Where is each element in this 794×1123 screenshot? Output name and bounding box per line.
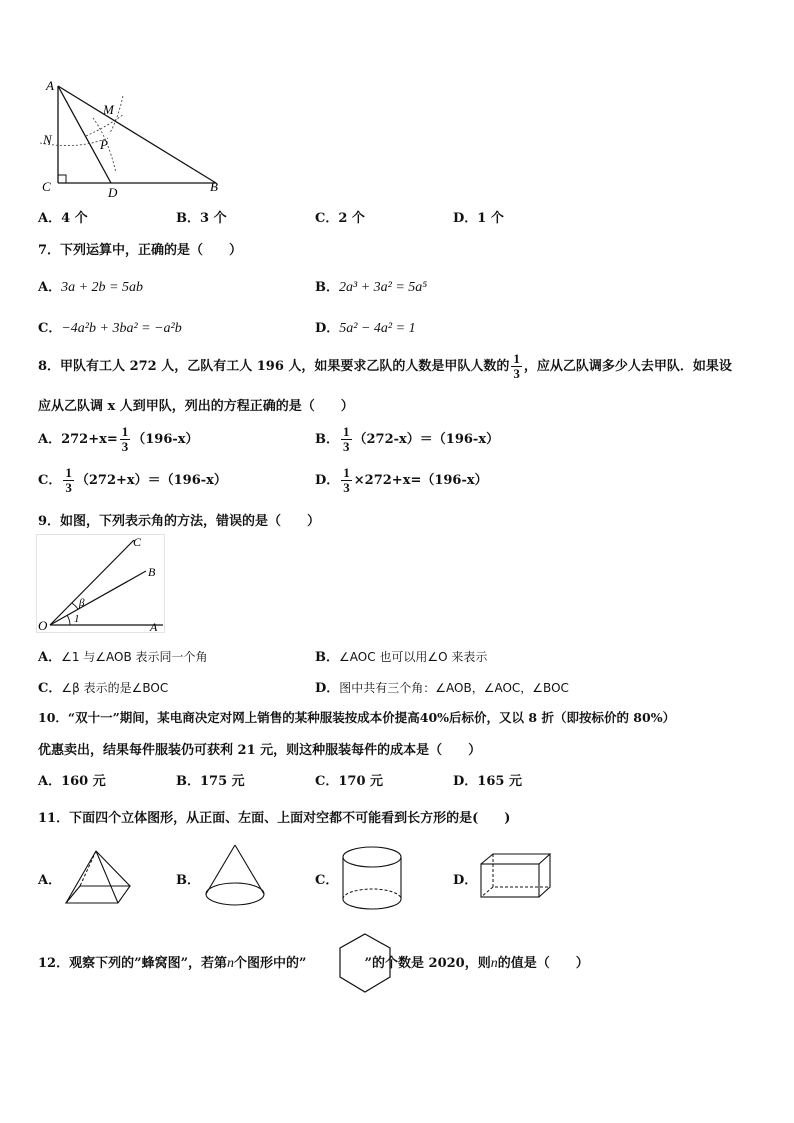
option-fraction	[341, 466, 352, 495]
q11-option-d-letter[interactable]: D．	[453, 873, 478, 888]
option-text: 2 个	[338, 211, 365, 226]
ray-ob	[50, 571, 146, 625]
option-letter: A．	[38, 432, 62, 447]
option-pre: 272+x=	[61, 432, 118, 447]
triangle-figure	[38, 78, 238, 200]
q6-option-a[interactable]	[38, 207, 88, 226]
option-fraction	[63, 466, 74, 495]
cuboid-icon[interactable]	[478, 852, 554, 900]
cuboid-top	[481, 854, 550, 864]
q10-stem-line2: 优惠卖出，结果每件服装仍可获利 21 元，则这种服装每件的成本是（ ）	[38, 743, 482, 758]
q7-stem: 7．下列运算中，正确的是（ ）	[38, 243, 243, 258]
option-text: 4 个	[61, 211, 88, 226]
label-d: D	[108, 185, 118, 200]
right-angle-mark	[58, 175, 66, 183]
q9-option-a[interactable]	[38, 646, 208, 665]
option-letter: A．	[38, 211, 62, 226]
fraction-denominator: 3	[343, 480, 350, 495]
fraction-numerator: 1	[343, 465, 350, 480]
option-text: 160 元	[61, 774, 106, 789]
label-m: M	[103, 102, 114, 117]
option-text: ∠1 与∠AOB 表示同一个角	[61, 650, 208, 664]
option-expression: 5a² − 4a² = 1	[339, 321, 416, 336]
option-letter: B．	[315, 280, 339, 295]
q12-stem-part-d: 的值是（ ）	[497, 956, 589, 971]
q10-stem-line1: 10．“双十一”期间，某电商决定对网上销售的某种服装按成本价提高40%后标价，又以 8 折（即按标价的 80%）	[38, 710, 676, 725]
fraction-denominator: 3	[65, 480, 72, 495]
option-letter: A．	[38, 774, 62, 789]
option-letter: D．	[453, 211, 478, 226]
option-letter: C．	[38, 681, 62, 696]
label-a: A	[150, 620, 158, 634]
q10-option-a[interactable]	[38, 770, 106, 789]
cone-icon[interactable]	[203, 842, 267, 908]
q9-option-c[interactable]	[38, 677, 168, 696]
option-post: ×272+x=（196-x）	[353, 473, 488, 488]
cuboid-hidden-edge	[481, 887, 493, 897]
cuboid-front	[481, 864, 539, 897]
q12-stem-part-a: 12．观察下列的”蜂窝图”，若第	[38, 956, 228, 971]
label-n: N	[43, 132, 52, 147]
segment-ad	[58, 86, 111, 183]
cone-base	[206, 883, 264, 905]
label-o: O	[38, 618, 48, 633]
q8-option-c[interactable]	[38, 466, 227, 495]
cuboid-right	[539, 854, 550, 897]
q10-option-d[interactable]	[453, 770, 522, 789]
option-letter: D．	[315, 321, 340, 336]
q9-option-d[interactable]	[315, 677, 569, 696]
pyramid-edge	[66, 851, 96, 903]
option-expression: 3a + 2b = 5ab	[61, 280, 143, 295]
option-expression: −4a²b + 3ba² = −a²b	[61, 321, 182, 336]
option-fraction	[341, 425, 352, 454]
q12-stem	[38, 952, 589, 972]
figure-frame	[37, 535, 165, 633]
q11-option-c-letter[interactable]: C．	[315, 873, 339, 888]
q11-option-a-letter[interactable]: A．	[38, 873, 62, 888]
q9-option-b[interactable]	[315, 646, 487, 665]
fraction-numerator: 1	[513, 351, 520, 366]
q7-option-b[interactable]	[315, 276, 427, 296]
q6-option-b[interactable]	[176, 207, 227, 226]
cylinder-bottom-front	[343, 899, 401, 909]
option-letter: B．	[315, 432, 339, 447]
side-ab	[58, 86, 216, 183]
q11-stem: 11．下面四个立体图形，从正面、左面、上面对空都不可能看到长方形的是( )	[38, 811, 511, 826]
option-text: 3 个	[200, 211, 227, 226]
option-text: 175 元	[200, 774, 245, 789]
option-letter: A．	[38, 280, 62, 295]
option-letter: C．	[315, 211, 339, 226]
option-letter: B．	[176, 774, 200, 789]
option-text: 170 元	[338, 774, 384, 789]
label-c: C	[42, 179, 51, 194]
q8-option-b[interactable]	[315, 425, 499, 454]
q7-option-c[interactable]	[38, 317, 182, 337]
option-letter: B．	[176, 211, 200, 226]
q7-option-a[interactable]	[38, 276, 143, 296]
option-expression: 2a³ + 3a² = 5a⁵	[339, 280, 428, 295]
fraction-numerator: 1	[343, 424, 350, 439]
q8-stem-part-a: 8．甲队有工人 272 人，乙队有工人 196 人，如果要求乙队的人数是甲队人数的	[38, 359, 510, 374]
q11-option-b-letter[interactable]: B．	[176, 873, 200, 888]
pyramid-edge	[96, 851, 118, 903]
q6-option-c[interactable]	[315, 207, 365, 226]
label-1: 1	[74, 613, 80, 625]
option-post: （272-x）＝（196-x）	[353, 432, 500, 447]
q8-stem-line1	[38, 352, 732, 381]
q10-option-b[interactable]	[176, 770, 245, 789]
label-p: P	[100, 137, 108, 152]
option-text: 1 个	[477, 211, 504, 226]
fraction-numerator: 1	[65, 465, 72, 480]
option-fraction	[120, 425, 131, 454]
option-letter: C．	[315, 774, 339, 789]
variable-n: n	[490, 956, 498, 971]
cone-edge	[206, 845, 235, 894]
option-post: （196-x）	[132, 432, 199, 447]
q9-stem: 9．如图，下列表示角的方法，错误的是（ ）	[38, 514, 321, 529]
fraction-denominator: 3	[343, 439, 350, 454]
option-text: ∠β 表示的是∠BOC	[61, 681, 169, 695]
variable-n: n	[227, 956, 235, 971]
pyramid-hidden-edge	[80, 851, 96, 886]
label-c: C	[133, 535, 142, 549]
pyramid-edge	[96, 851, 130, 886]
q10-option-c[interactable]	[315, 770, 383, 789]
pyramid-icon[interactable]	[62, 848, 134, 908]
option-post: （272+x）＝（196-x）	[75, 473, 227, 488]
hexagon-shape	[340, 934, 390, 992]
fraction-denominator: 3	[121, 439, 129, 454]
option-text: ∠AOC 也可以用∠O 来表示	[339, 650, 488, 664]
option-letter: C．	[38, 473, 62, 488]
option-letter: B．	[315, 650, 339, 665]
option-letter: A．	[38, 650, 62, 665]
option-letter: D．	[315, 473, 340, 488]
pyramid-base	[66, 886, 130, 903]
q8-option-d[interactable]	[315, 466, 488, 495]
q8-stem-part-b: ，应从乙队调多少人去甲队．如果设	[523, 359, 732, 374]
option-text: 图中共有三个角：∠AOB，∠AOC，∠BOC	[339, 681, 569, 695]
cylinder-top	[343, 847, 401, 867]
ray-oc	[50, 540, 134, 625]
cone-edge	[235, 845, 264, 894]
angle-arc-1	[67, 615, 70, 625]
cylinder-bottom-back	[343, 889, 401, 899]
angle-figure	[36, 534, 166, 634]
angle-arc-beta	[72, 603, 78, 609]
option-text: 165 元	[477, 774, 522, 789]
q8-stem-fraction	[511, 352, 522, 381]
option-letter: D．	[453, 774, 478, 789]
cylinder-icon[interactable]	[340, 844, 404, 912]
label-b: B	[210, 179, 218, 194]
q8-stem-line2: 应从乙队调 x 人到甲队，列出的方程正确的是（ ）	[38, 399, 354, 414]
q7-option-d[interactable]	[315, 317, 416, 337]
option-letter: C．	[38, 321, 62, 336]
q6-option-d[interactable]	[453, 207, 504, 226]
cuboid-hidden-edges	[493, 854, 550, 887]
fraction-denominator: 3	[513, 366, 520, 381]
arc-cross	[86, 114, 124, 136]
q12-stem-part-b: 个图形中的”	[234, 956, 307, 971]
option-letter: D．	[315, 681, 340, 696]
label-a: A	[46, 78, 54, 93]
fraction-numerator: 1	[121, 424, 129, 439]
label-beta: β	[79, 597, 85, 609]
q12-stem-part-c: ”的个数是 2020，则	[364, 956, 491, 971]
hexagon-icon	[336, 931, 394, 995]
label-b: B	[148, 565, 156, 579]
q8-option-a[interactable]	[38, 425, 199, 454]
